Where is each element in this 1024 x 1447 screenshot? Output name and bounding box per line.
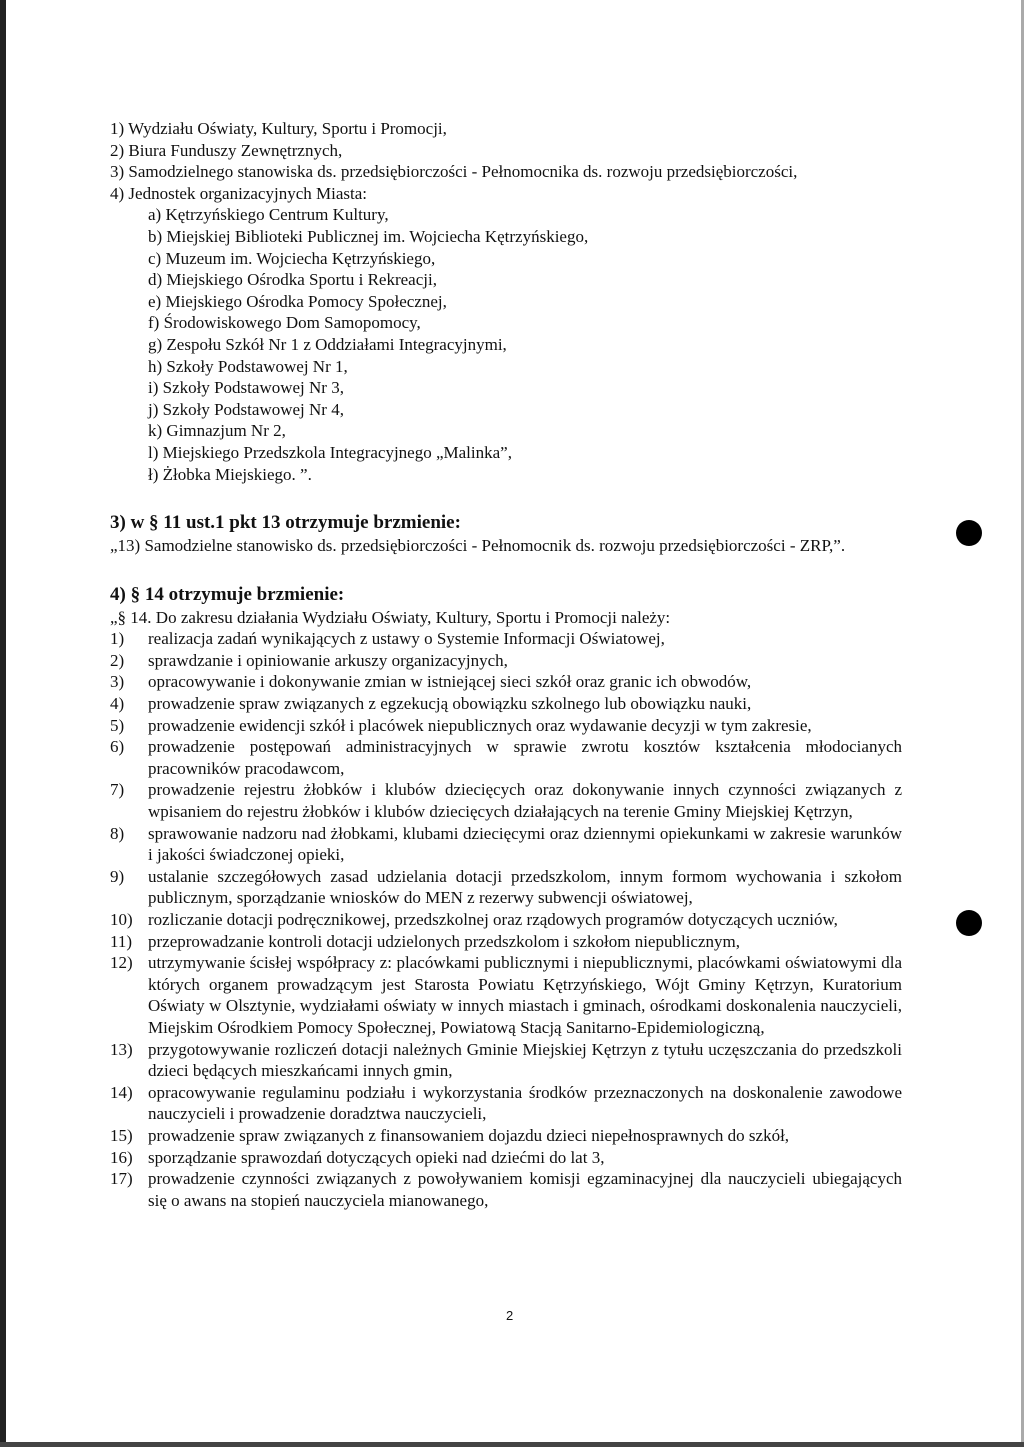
section1-sublist <box>110 204 902 485</box>
heading-4: 4) § 14 otrzymuje brzmienie: <box>110 583 345 605</box>
list-item <box>110 779 902 822</box>
list-item <box>110 693 902 715</box>
list-item-number: 4) <box>110 694 125 714</box>
list-item-text: prowadzenie spraw związanych z egzekucją obowiązku szkolnego lub obowiązku nauki, <box>148 694 752 714</box>
sub-list-item: l) Miejskiego Przedszkola Integracyjnego „Malinka”, <box>148 442 512 462</box>
list-item-number: 9) <box>110 866 125 886</box>
list-item-text: prowadzenie ewidencji szkół i placówek niepublicznych oraz wydawanie decyzji w tym zakresie, <box>148 715 812 735</box>
scan-border-left <box>0 0 6 1447</box>
list-item <box>110 715 902 737</box>
list-item-number: 1) <box>110 629 125 649</box>
list-item <box>110 650 902 672</box>
list-item-text: prowadzenie postępowań administracyjnych w sprawie zwrotu kosztów kształcenia młodocianych pracowników pracodawcom, <box>148 737 902 778</box>
list-item-number: 5) <box>110 715 125 735</box>
list-item-number: 3) <box>110 672 125 692</box>
list-item <box>110 1082 902 1125</box>
paragraph-3: „13) Samodzielne stanowisko ds. przedsiębiorczości - Pełnomocnik ds. rozwoju przedsiębiorczości - ZRP,”. <box>110 536 846 556</box>
list-item-text: ustalanie szczegółowych zasad udzielania dotacji przedszkolom, innym formom wychowania i szkołom publicznym, sporządzanie wniosków do MEN z rezerwy subwencji oświatowej, <box>148 866 902 908</box>
list-item <box>110 866 902 909</box>
sub-list-item: i) Szkoły Podstawowej Nr 3, <box>148 378 344 398</box>
sub-list-item: ł) Żłobka Miejskiego. ”. <box>148 464 312 484</box>
list-item <box>110 1168 902 1211</box>
list-item-number: 10) <box>110 910 133 929</box>
list-item-text: utrzymywanie ścisłej współpracy z: placówkami publicznymi i niepublicznymi, placówkami oświatowymi dla których organem prowadzącym jest Starosta Powiatu Kętrzyńskiego, Wójt Gminy Kętrzyn, Kuratorium Oświaty w Olsztynie, wydziałami oświaty w innych miastach i gminach, ośrodkami doskonalenia nauczycieli, Miejskim Ośrodkiem Pomocy Społecznej, Powiatową Stacją Sanitarno-Epidemiologiczną, <box>148 953 902 1037</box>
list-item-text: rozliczanie dotacji podręcznikowej, przedszkolnej oraz rządowych programów dotyczących uczniów, <box>148 910 838 929</box>
sub-list-item: d) Miejskiego Ośrodka Sportu i Rekreacji, <box>148 270 437 290</box>
list-item: 4) Jednostek organizacyjnych Miasta: <box>110 183 367 203</box>
sub-list-item: f) Środowiskowego Dom Samopomocy, <box>148 313 421 333</box>
list-item-text: prowadzenie czynności związanych z powoływaniem komisji egzaminacyjnej dla nauczycieli ubiegających się o awans na stopień nauczyciela mianowanego, <box>148 1169 902 1210</box>
list-item-text: opracowywanie regulaminu podziału i wykorzystania środków przeznaczonych na doskonalenie zawodowe nauczycieli i prowadzenie doradztwa nauczycieli, <box>148 1082 902 1124</box>
heading-3: 3) w § 11 ust.1 pkt 13 otrzymuje brzmienie: <box>110 512 461 534</box>
scan-border-bottom <box>0 1442 1024 1447</box>
sub-list-item: c) Muzeum im. Wojciecha Kętrzyńskiego, <box>148 248 436 268</box>
sub-list-item: b) Miejskiej Biblioteki Publicznej im. Wojciecha Kętrzyńskiego, <box>148 226 589 246</box>
list-item-number: 11) <box>110 931 133 951</box>
paragraph-4-intro: „§ 14. Do zakresu działania Wydziału Oświaty, Kultury, Sportu i Promocji należy: <box>110 607 671 627</box>
list-item <box>110 909 902 931</box>
list-item <box>110 1125 902 1147</box>
list-item-number: 7) <box>110 780 125 800</box>
list-item-text: prowadzenie spraw związanych z finansowaniem dojazdu dzieci niepełnosprawnych do szkół, <box>148 1125 790 1145</box>
section1-list <box>110 118 902 204</box>
sub-list-item: a) Kętrzyńskiego Centrum Kultury, <box>148 205 389 225</box>
list-item-text: sporządzanie sprawozdań dotyczących opieki nad dziećmi do lat 3, <box>148 1147 605 1167</box>
list-item <box>110 1147 902 1169</box>
list-item-number: 2) <box>110 650 125 670</box>
sub-list-item: k) Gimnazjum Nr 2, <box>148 421 286 441</box>
list-item-text: prowadzenie rejestru żłobków i klubów dziecięcych oraz dokonywanie innych czynności związanych z wpisaniem do rejestru żłobków i klubów dziecięcych działających na terenie Gminy Miejskiej Kętrzyn, <box>148 780 902 822</box>
list-item <box>110 952 902 1038</box>
list-item-number: 14) <box>110 1082 133 1102</box>
list-item-text: przygotowywanie rozliczeń dotacji należnych Gminie Miejskiej Kętrzyn z tytułu uczęszczania do przedszkoli dzieci będących mieszkańcami innych gmin, <box>148 1039 902 1081</box>
sub-list-item: j) Szkoły Podstawowej Nr 4, <box>148 399 344 419</box>
list-item-text: opracowywanie i dokonywanie zmian w istniejącej sieci szkół oraz granic ich obwodów, <box>148 672 752 692</box>
sub-list-item: g) Zespołu Szkół Nr 1 z Oddziałami Integracyjnymi, <box>148 334 507 354</box>
list-item <box>110 1039 902 1082</box>
list-item: 2) Biura Funduszy Zewnętrznych, <box>110 140 343 160</box>
page-number: 2 <box>506 1308 514 1323</box>
list-item-text: sprawdzanie i opiniowanie arkuszy organizacyjnych, <box>148 650 508 670</box>
list-item <box>110 823 902 866</box>
list-item-number: 16) <box>110 1147 133 1167</box>
list-item-number: 8) <box>110 823 125 843</box>
punch-hole-icon <box>956 910 982 936</box>
list-item-number: 17) <box>110 1169 133 1189</box>
list-item-number: 12) <box>110 953 133 973</box>
list-item: 3) Samodzielnego stanowiska ds. przedsiębiorczości - Pełnomocnika ds. rozwoju przedsiębiorczości, <box>110 162 798 182</box>
list-item: 1) Wydziału Oświaty, Kultury, Sportu i Promocji, <box>110 119 447 138</box>
list-item-text: realizacja zadań wynikających z ustawy o Systemie Informacji Oświatowej, <box>148 629 665 649</box>
list-item-text: przeprowadzanie kontroli dotacji udzielonych przedszkolom i szkołom niepublicznym, <box>148 931 740 951</box>
list-item <box>110 931 902 953</box>
list-item-number: 15) <box>110 1125 133 1145</box>
punch-hole-icon <box>956 520 982 546</box>
list-item-number: 6) <box>110 737 125 757</box>
list-item <box>110 671 902 693</box>
section4-list <box>110 628 902 1211</box>
document-page <box>110 118 902 1211</box>
spacer <box>110 485 902 501</box>
list-item <box>110 736 902 779</box>
list-item <box>110 628 902 650</box>
sub-list-item: e) Miejskiego Ośrodka Pomocy Społecznej, <box>148 291 447 311</box>
list-item-number: 13) <box>110 1039 133 1059</box>
sub-list-item: h) Szkoły Podstawowej Nr 1, <box>148 356 348 376</box>
spacer <box>110 557 902 573</box>
list-item-text: sprawowanie nadzoru nad żłobkami, klubami dziecięcymi oraz dziennymi opiekunkami w zakresie warunków i jakości świadczonej opieki, <box>148 823 902 865</box>
